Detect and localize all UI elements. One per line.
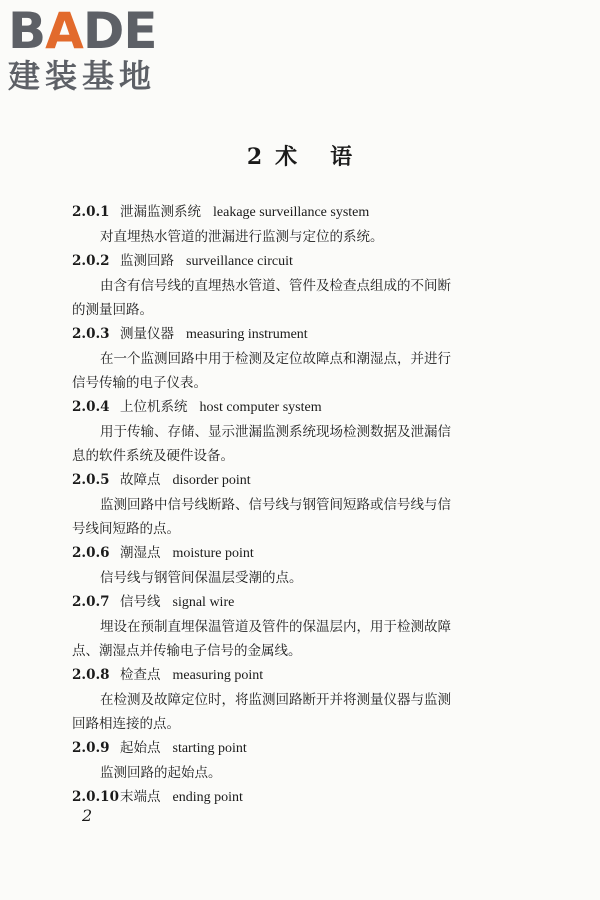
term-chinese: 故障点 xyxy=(120,472,161,488)
term-heading xyxy=(72,200,512,225)
term-number: 2.0.8 xyxy=(72,667,110,683)
definition-line: 的测量回路。 xyxy=(72,302,153,318)
term-heading xyxy=(72,395,512,420)
term-english: measuring instrument xyxy=(186,327,308,342)
term-english: host computer system xyxy=(199,400,322,415)
term-number: 2.0.4 xyxy=(72,399,110,415)
term-definition xyxy=(72,566,512,590)
term-number: 2.0.7 xyxy=(72,594,110,610)
term-entry xyxy=(72,541,512,590)
term-heading xyxy=(72,322,512,347)
logo-chinese-text: 建装基地 xyxy=(8,57,157,95)
logo-letters xyxy=(8,2,183,60)
definition-line: 点、潮湿点并传输电子信号的金属线。 xyxy=(72,643,302,659)
term-number: 2.0.5 xyxy=(72,472,110,488)
term-heading xyxy=(72,541,512,566)
definition-line: 在检测及故障定位时，将监测回路断开并将测量仪器与监测 xyxy=(100,692,451,708)
term-definition xyxy=(72,688,512,736)
term-number: 2.0.10 xyxy=(72,789,119,805)
term-chinese: 起始点 xyxy=(120,740,161,756)
term-entry xyxy=(72,395,512,468)
term-number: 2.0.1 xyxy=(72,204,110,220)
term-entry xyxy=(72,200,512,249)
term-definition xyxy=(72,225,512,249)
term-heading xyxy=(72,663,512,688)
term-definition xyxy=(72,615,512,663)
definition-line: 监测回路中信号线断路、信号线与钢管间短路或信号线与信 xyxy=(100,497,451,513)
term-list xyxy=(72,200,512,810)
definition-line: 信号线与钢管间保温层受潮的点。 xyxy=(100,570,303,586)
term-chinese: 泄漏监测系统 xyxy=(120,204,201,220)
section-number: 2 xyxy=(246,144,264,170)
term-heading xyxy=(72,468,512,493)
term-number: 2.0.6 xyxy=(72,545,110,561)
term-english: measuring point xyxy=(172,668,264,683)
term-chinese: 末端点 xyxy=(120,789,161,805)
definition-line: 信号传输的电子仪表。 xyxy=(72,375,207,391)
logo-letters-de: DE xyxy=(82,2,157,60)
term-definition xyxy=(72,274,512,322)
page-number: 2 xyxy=(82,806,93,825)
term-entry xyxy=(72,736,512,785)
term-definition xyxy=(72,493,512,541)
term-definition xyxy=(72,761,512,785)
term-english: surveillance circuit xyxy=(186,254,293,269)
section-title-char-1: 术 xyxy=(275,144,299,170)
term-english: starting point xyxy=(172,741,247,756)
definition-line: 由含有信号线的直埋热水管道、管件及检查点组成的不间断 xyxy=(100,278,451,294)
section-title-char-2: 语 xyxy=(330,144,354,170)
section-title xyxy=(0,140,600,171)
brand-logo xyxy=(8,2,183,96)
term-entry xyxy=(72,590,512,663)
term-heading xyxy=(72,590,512,615)
term-heading xyxy=(72,736,512,761)
logo-letter-b: B xyxy=(8,2,46,60)
term-english: moisture point xyxy=(172,546,254,561)
term-chinese: 上位机系统 xyxy=(120,399,188,415)
term-number: 2.0.2 xyxy=(72,253,110,269)
definition-line: 号线间短路的点。 xyxy=(72,521,180,537)
term-entry xyxy=(72,663,512,736)
definition-line: 对直埋热水管道的泄漏进行监测与定位的系统。 xyxy=(100,229,384,245)
term-number: 2.0.9 xyxy=(72,740,110,756)
term-definition xyxy=(72,420,512,468)
term-chinese: 信号线 xyxy=(120,594,161,610)
term-chinese: 测量仪器 xyxy=(120,326,174,342)
term-chinese: 监测回路 xyxy=(120,253,174,269)
term-entry xyxy=(72,468,512,541)
term-heading xyxy=(72,249,512,274)
definition-line: 埋设在预制直埋保温管道及管件的保温层内，用于检测故障 xyxy=(100,619,451,635)
term-entry xyxy=(72,249,512,322)
term-definition xyxy=(72,347,512,395)
logo-letter-a: A xyxy=(45,2,83,60)
definition-line: 在一个监测回路中用于检测及定位故障点和潮湿点，并进行 xyxy=(100,351,451,367)
term-english: leakage surveillance system xyxy=(213,205,370,220)
term-chinese: 检查点 xyxy=(120,667,161,683)
term-chinese: 潮湿点 xyxy=(120,545,161,561)
definition-line: 监测回路的起始点。 xyxy=(100,765,222,781)
definition-line: 息的软件系统及硬件设备。 xyxy=(72,448,234,464)
term-number: 2.0.3 xyxy=(72,326,110,342)
term-english: disorder point xyxy=(172,473,251,488)
term-english: ending point xyxy=(172,790,243,805)
definition-line: 回路相连接的点。 xyxy=(72,716,180,732)
term-entry xyxy=(72,785,512,810)
definition-line: 用于传输、存储、显示泄漏监测系统现场检测数据及泄漏信 xyxy=(100,424,451,440)
term-entry xyxy=(72,322,512,395)
term-english: signal wire xyxy=(172,595,235,610)
term-heading xyxy=(72,785,512,810)
